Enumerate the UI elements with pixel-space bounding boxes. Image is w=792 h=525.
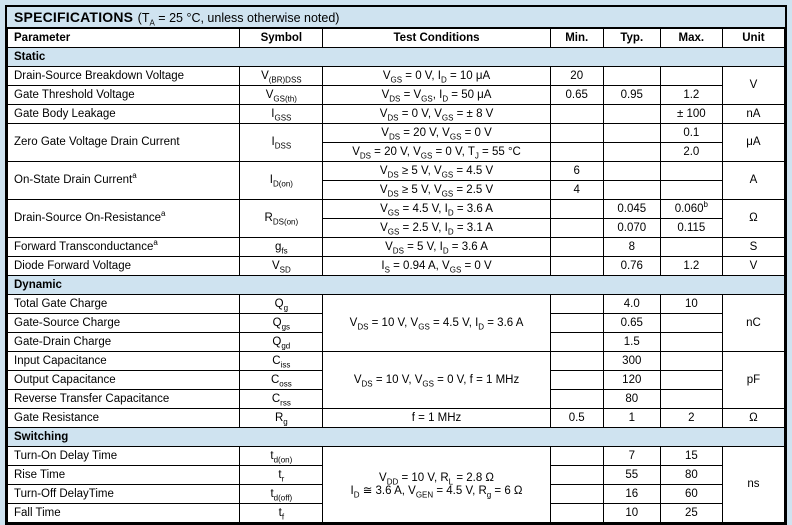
symbol-cell: $Q_{gs}$ bbox=[240, 314, 323, 333]
col-header-max: Max. bbox=[660, 29, 722, 48]
title-heading: SPECIFICATIONS bbox=[14, 9, 134, 25]
max-cell: 60 bbox=[660, 485, 722, 504]
max-cell: 1.2 bbox=[660, 257, 722, 276]
min-cell bbox=[550, 447, 603, 466]
col-header-unit: Unit bbox=[722, 29, 784, 48]
typ-cell: 80 bbox=[603, 390, 660, 409]
table-row bbox=[8, 238, 785, 257]
unit-cell: V bbox=[722, 257, 784, 276]
typ-cell: 0.65 bbox=[603, 314, 660, 333]
max-cell: 2 bbox=[660, 409, 722, 428]
symbol-cell: $R_g$ bbox=[240, 409, 323, 428]
table-row bbox=[8, 352, 785, 371]
min-cell bbox=[550, 371, 603, 390]
symbol-cell: $V_{(BR)DSS}$ bbox=[240, 67, 323, 86]
typ-cell bbox=[603, 105, 660, 124]
max-cell: 25 bbox=[660, 504, 722, 523]
table-row bbox=[8, 200, 785, 219]
param-cell: Output Capacitance bbox=[8, 371, 240, 390]
typ-cell: 1 bbox=[603, 409, 660, 428]
max-cell bbox=[660, 67, 722, 86]
title-condition: ($T_A = 25$ °C, unless otherwise noted) bbox=[137, 11, 340, 28]
cond-cell: f = 1 MHz bbox=[323, 409, 550, 428]
cond-cell: $V_{DS} = 20$ V, $V_{GS} = 0$ V, $T_J = 55$ °C bbox=[323, 143, 550, 162]
min-cell bbox=[550, 124, 603, 143]
unit-cell: μA bbox=[722, 124, 784, 162]
symbol-cell: $V_{SD}$ bbox=[240, 257, 323, 276]
max-cell: 0.060$^b$ bbox=[660, 200, 722, 219]
min-cell bbox=[550, 295, 603, 314]
symbol-cell: $g_{fs}$ bbox=[240, 238, 323, 257]
min-cell bbox=[550, 466, 603, 485]
symbol-cell: $t_{d(off)}$ bbox=[240, 485, 323, 504]
param-cell: Zero Gate Voltage Drain Current bbox=[8, 124, 240, 162]
min-cell bbox=[550, 504, 603, 523]
symbol-cell: $t_f$ bbox=[240, 504, 323, 523]
unit-cell: S bbox=[722, 238, 784, 257]
specifications-table-container bbox=[5, 5, 787, 525]
table-row bbox=[8, 124, 785, 143]
typ-cell: 55 bbox=[603, 466, 660, 485]
typ-cell: 8 bbox=[603, 238, 660, 257]
table-row bbox=[8, 409, 785, 428]
max-cell bbox=[660, 333, 722, 352]
cond-cell: $V_{DS} \ge 5$ V, $V_{GS} = 2.5$ V bbox=[323, 181, 550, 200]
max-cell bbox=[660, 352, 722, 371]
typ-cell: 0.95 bbox=[603, 86, 660, 105]
typ-cell: 120 bbox=[603, 371, 660, 390]
symbol-cell: $I_{GSS}$ bbox=[240, 105, 323, 124]
min-cell: 20 bbox=[550, 67, 603, 86]
min-cell bbox=[550, 390, 603, 409]
param-cell: Rise Time bbox=[8, 466, 240, 485]
symbol-cell: $I_{DSS}$ bbox=[240, 124, 323, 162]
param-cell: On-State Drain Current$^a$ bbox=[8, 162, 240, 200]
symbol-cell: $Q_{gd}$ bbox=[240, 333, 323, 352]
symbol-cell: $Q_g$ bbox=[240, 295, 323, 314]
spec-table-body bbox=[8, 48, 785, 523]
table-row bbox=[8, 447, 785, 466]
typ-cell: 10 bbox=[603, 504, 660, 523]
param-cell: Turn-Off DelayTime bbox=[8, 485, 240, 504]
symbol-cell: $C_{iss}$ bbox=[240, 352, 323, 371]
unit-cell: ns bbox=[722, 447, 784, 523]
table-row bbox=[8, 295, 785, 314]
cond-cell: $V_{DS} = 5$ V, $I_D = 3.6$ A bbox=[323, 238, 550, 257]
min-cell: 6 bbox=[550, 162, 603, 181]
max-cell bbox=[660, 314, 722, 333]
min-cell bbox=[550, 238, 603, 257]
symbol-cell: $V_{GS(th)}$ bbox=[240, 86, 323, 105]
max-cell bbox=[660, 181, 722, 200]
typ-cell: 0.070 bbox=[603, 219, 660, 238]
unit-cell: Ω bbox=[722, 200, 784, 238]
section-header-static: Static bbox=[8, 48, 785, 67]
spec-table-head bbox=[8, 29, 785, 48]
max-cell: 1.2 bbox=[660, 86, 722, 105]
col-header-cond: Test Conditions bbox=[323, 29, 550, 48]
max-cell bbox=[660, 371, 722, 390]
cond-cell: $V_{GS} = 4.5$ V, $I_D = 3.6$ A bbox=[323, 200, 550, 219]
unit-cell: nA bbox=[722, 105, 784, 124]
min-cell bbox=[550, 143, 603, 162]
param-cell: Reverse Transfer Capacitance bbox=[8, 390, 240, 409]
unit-cell: Ω bbox=[722, 409, 784, 428]
table-row bbox=[8, 67, 785, 86]
table-title bbox=[7, 7, 785, 28]
min-cell bbox=[550, 105, 603, 124]
cond-cell: $V_{DS} = 10$ V, $V_{GS} = 4.5$ V, $I_D = 3.6$ A bbox=[323, 295, 550, 352]
param-cell: Gate Resistance bbox=[8, 409, 240, 428]
section-header-switching: Switching bbox=[8, 428, 785, 447]
table-row bbox=[8, 105, 785, 124]
typ-cell bbox=[603, 162, 660, 181]
max-cell: 10 bbox=[660, 295, 722, 314]
param-cell: Gate-Source Charge bbox=[8, 314, 240, 333]
symbol-cell: $t_r$ bbox=[240, 466, 323, 485]
spec-table bbox=[7, 28, 785, 523]
table-row bbox=[8, 162, 785, 181]
param-cell: Diode Forward Voltage bbox=[8, 257, 240, 276]
cond-cell: $V_{DS} = V_{GS}$, $I_D = 50$ μA bbox=[323, 86, 550, 105]
symbol-cell: $C_{rss}$ bbox=[240, 390, 323, 409]
param-cell: Turn-On Delay Time bbox=[8, 447, 240, 466]
typ-cell: 16 bbox=[603, 485, 660, 504]
min-cell: 4 bbox=[550, 181, 603, 200]
unit-cell: nC bbox=[722, 295, 784, 352]
typ-cell: 1.5 bbox=[603, 333, 660, 352]
min-cell bbox=[550, 257, 603, 276]
unit-cell: A bbox=[722, 162, 784, 200]
max-cell: 0.115 bbox=[660, 219, 722, 238]
typ-cell bbox=[603, 67, 660, 86]
max-cell: 2.0 bbox=[660, 143, 722, 162]
param-cell: Total Gate Charge bbox=[8, 295, 240, 314]
typ-cell: 0.045 bbox=[603, 200, 660, 219]
unit-cell: pF bbox=[722, 352, 784, 409]
min-cell bbox=[550, 333, 603, 352]
symbol-cell: $I_{D(on)}$ bbox=[240, 162, 323, 200]
symbol-cell: $R_{DS(on)}$ bbox=[240, 200, 323, 238]
col-header-symbol: Symbol bbox=[240, 29, 323, 48]
typ-cell bbox=[603, 124, 660, 143]
col-header-typ: Typ. bbox=[603, 29, 660, 48]
min-cell: 0.65 bbox=[550, 86, 603, 105]
typ-cell: 300 bbox=[603, 352, 660, 371]
typ-cell: 4.0 bbox=[603, 295, 660, 314]
typ-cell bbox=[603, 143, 660, 162]
max-cell: 15 bbox=[660, 447, 722, 466]
max-cell: ± 100 bbox=[660, 105, 722, 124]
cond-cell: $V_{DS} = 20$ V, $V_{GS} = 0$ V bbox=[323, 124, 550, 143]
cond-cell: $I_S = 0.94$ A, $V_{GS} = 0$ V bbox=[323, 257, 550, 276]
unit-cell: V bbox=[722, 67, 784, 105]
typ-cell: 0.76 bbox=[603, 257, 660, 276]
param-cell: Gate Body Leakage bbox=[8, 105, 240, 124]
typ-cell: 7 bbox=[603, 447, 660, 466]
max-cell bbox=[660, 390, 722, 409]
max-cell bbox=[660, 162, 722, 181]
param-cell: Gate-Drain Charge bbox=[8, 333, 240, 352]
min-cell bbox=[550, 314, 603, 333]
cond-cell: $V_{GS} = 2.5$ V, $I_D = 3.1$ A bbox=[323, 219, 550, 238]
table-row bbox=[8, 257, 785, 276]
min-cell: 0.5 bbox=[550, 409, 603, 428]
cond-cell: $V_{DS} = 0$ V, $V_{GS}$ = ± 8 V bbox=[323, 105, 550, 124]
min-cell bbox=[550, 485, 603, 504]
param-cell: Fall Time bbox=[8, 504, 240, 523]
param-cell: Drain-Source Breakdown Voltage bbox=[8, 67, 240, 86]
cond-cell: $V_{DD} = 10$ V, $R_L = 2.8$ Ω $I_D$ ≅ 3.6 A, $V_{GEN} = 4.5$ V, $R_g = 6$ Ω bbox=[323, 447, 550, 523]
param-cell: Gate Threshold Voltage bbox=[8, 86, 240, 105]
min-cell bbox=[550, 219, 603, 238]
param-cell: Drain-Source On-Resistance$^a$ bbox=[8, 200, 240, 238]
section-header-dynamic: Dynamic bbox=[8, 276, 785, 295]
cond-cell: $V_{DS} \ge 5$ V, $V_{GS} = 4.5$ V bbox=[323, 162, 550, 181]
max-cell: 80 bbox=[660, 466, 722, 485]
col-header-min: Min. bbox=[550, 29, 603, 48]
typ-cell bbox=[603, 181, 660, 200]
max-cell bbox=[660, 238, 722, 257]
cond-cell: $V_{DS} = 10$ V, $V_{GS} = 0$ V, f = 1 MHz bbox=[323, 352, 550, 409]
max-cell: 0.1 bbox=[660, 124, 722, 143]
table-row bbox=[8, 86, 785, 105]
symbol-cell: $C_{oss}$ bbox=[240, 371, 323, 390]
param-cell: Input Capacitance bbox=[8, 352, 240, 371]
param-cell: Forward Transconductance$^a$ bbox=[8, 238, 240, 257]
cond-cell: $V_{GS} = 0$ V, $I_D = 10$ μA bbox=[323, 67, 550, 86]
col-header-param: Parameter bbox=[8, 29, 240, 48]
min-cell bbox=[550, 352, 603, 371]
symbol-cell: $t_{d(on)}$ bbox=[240, 447, 323, 466]
min-cell bbox=[550, 200, 603, 219]
